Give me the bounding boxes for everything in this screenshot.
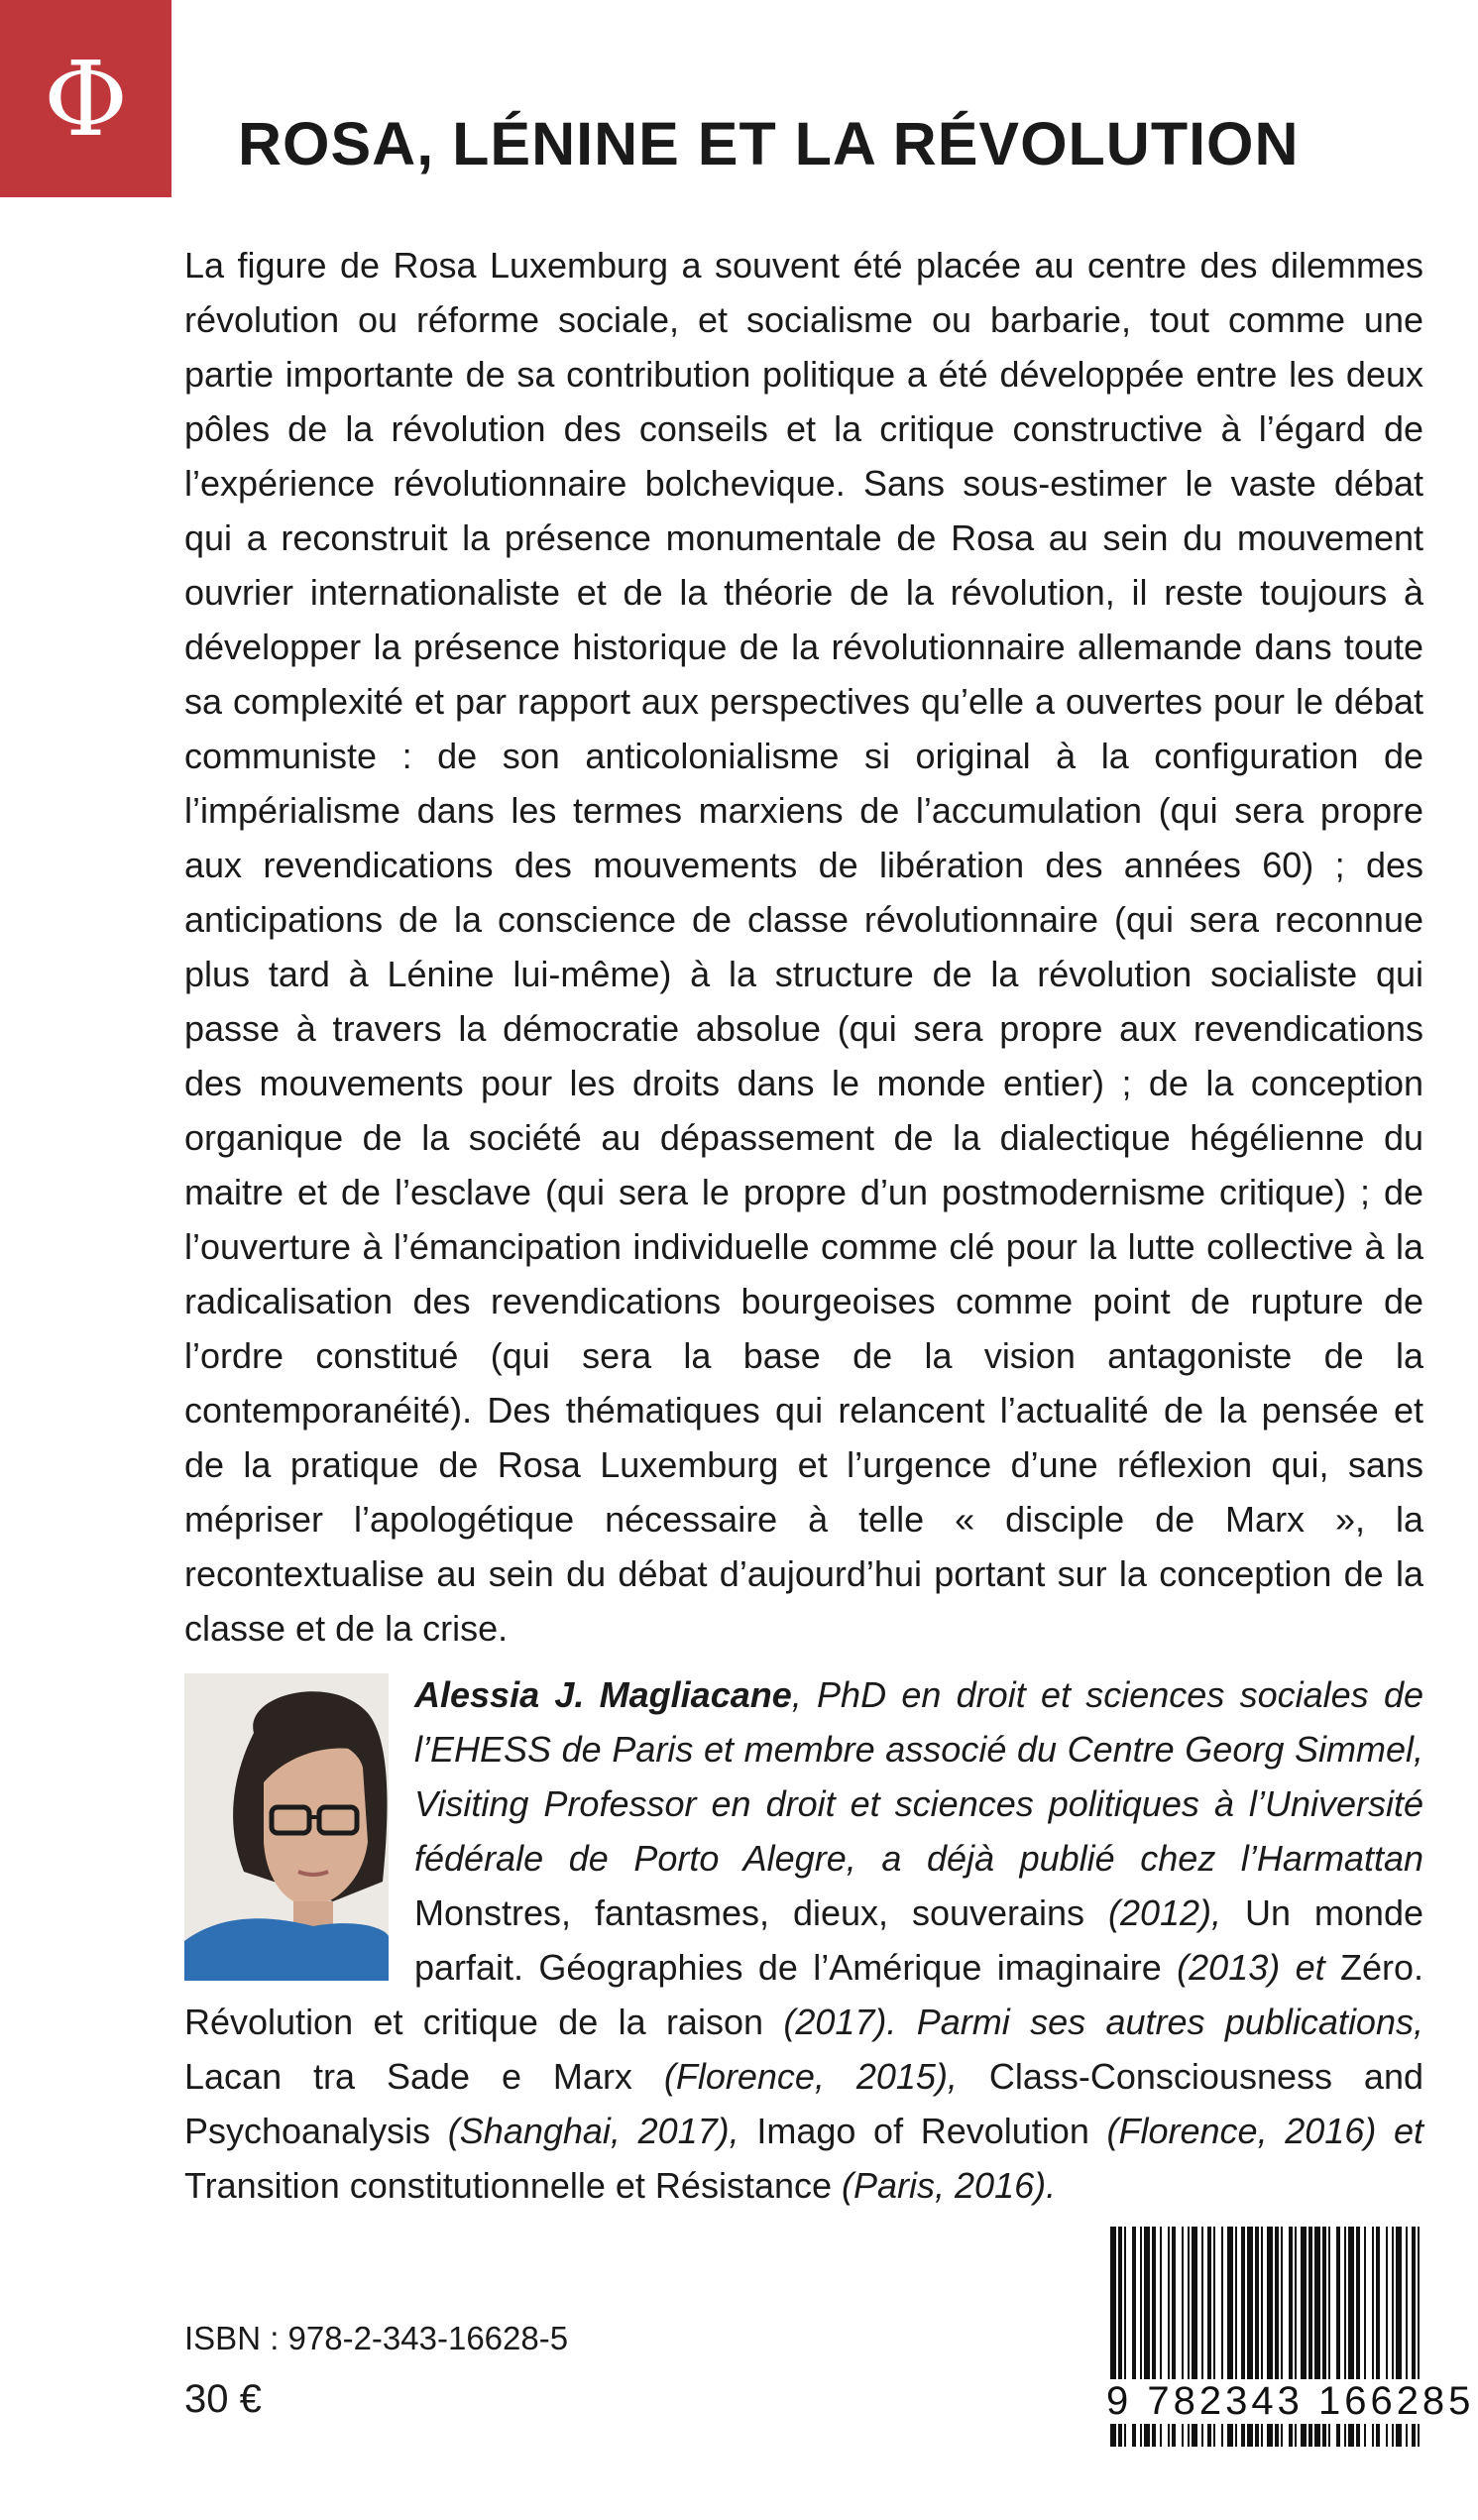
author-name: Alessia J. Magliacane [414, 1674, 792, 1715]
isbn-number: ISBN : 978-2-343-16628-5 [184, 2320, 569, 2356]
book-title: ROSA, LÉNINE ET LA RÉVOLUTION [238, 110, 1300, 177]
publisher-logo [0, 0, 171, 197]
price: 30 € [184, 2377, 262, 2421]
author-biography: Alessia J. Magliacane, PhD en droit et sciences sociales de l’EHESS de Paris et membre associé du Centre Georg Simmel, Visiting Professor en droit et sciences politiques à l’Université fédérale de Porto Alegre, a déjà publié chez l’Harmattan Monstres, fantasmes, dieux, souverains (2012), Un monde parfait. Géographies de l’Amérique imaginaire (2013) et Zéro. Révolution et critique de la raison (2017). Parmi ses autres publications, Lacan tra Sade e Marx (Florence, 2015), Class-Consciousness and Psychoanalysis (Shanghai, 2017), Imago of Revolution (Florence, 2016) et Transition constitutionnelle et Résistance (Paris, 2016). [184, 1674, 1424, 2206]
barcode-digits: 9 782343 166285 [1106, 2379, 1475, 2423]
back-cover-summary: La figure de Rosa Luxemburg a souvent été placée au centre des dilemmes révolution ou réforme sociale, et socialisme ou barbarie, tout comme une partie importante de sa contribution politique a été développée entre les deux pôles de la révolution des conseils et la critique constructive à l’égard de l’expérience révolutionnaire bolchevique. Sans sous-estimer le vaste débat qui a reconstruit la présence monumentale de Rosa au sein du mouvement ouvrier internationaliste et de la théorie de la révolution, il reste toujours à développer la présence historique de la révolutionnaire allemande dans toute sa complexité et par rapport aux perspectives qu’elle a ouvertes pour le débat communiste : de son anticolonialisme si original à la configuration de l’impérialisme dans les termes marxiens de l’accumulation (qui sera propre aux revendications des mouvements de libération des années 60) ; des anticipations de la conscience de classe révolutionnaire (qui sera reconnue plus tard à Lénine lui-même) à la structure de la révolution socialiste qui passe à travers la démocratie absolue (qui sera propre aux revendications des mouvements pour les droits dans le monde entier) ; de la conception organique de la société au dépassement de la dialectique hégélienne du maitre et de l’esclave (qui sera le propre d’un postmodernisme critique) ; de l’ouverture à l’émancipation individuelle comme clé pour la lutte collective à la radicalisation des revendications bourgeoises comme point de rupture de l’ordre constitué (qui sera la base de la vision antagoniste de la contemporanéité). Des thématiques qui relancent l’actualité de la pensée et de la pratique de Rosa Luxemburg et l’urgence d’une réflexion qui, sans mépriser l’apologétique nécessaire à telle « disciple de Marx », la recontextualise au sein du débat d’aujourd’hui portant sur la conception de la classe et de la crise. [184, 245, 1423, 1649]
phi-logo-icon: Φ [43, 38, 129, 160]
